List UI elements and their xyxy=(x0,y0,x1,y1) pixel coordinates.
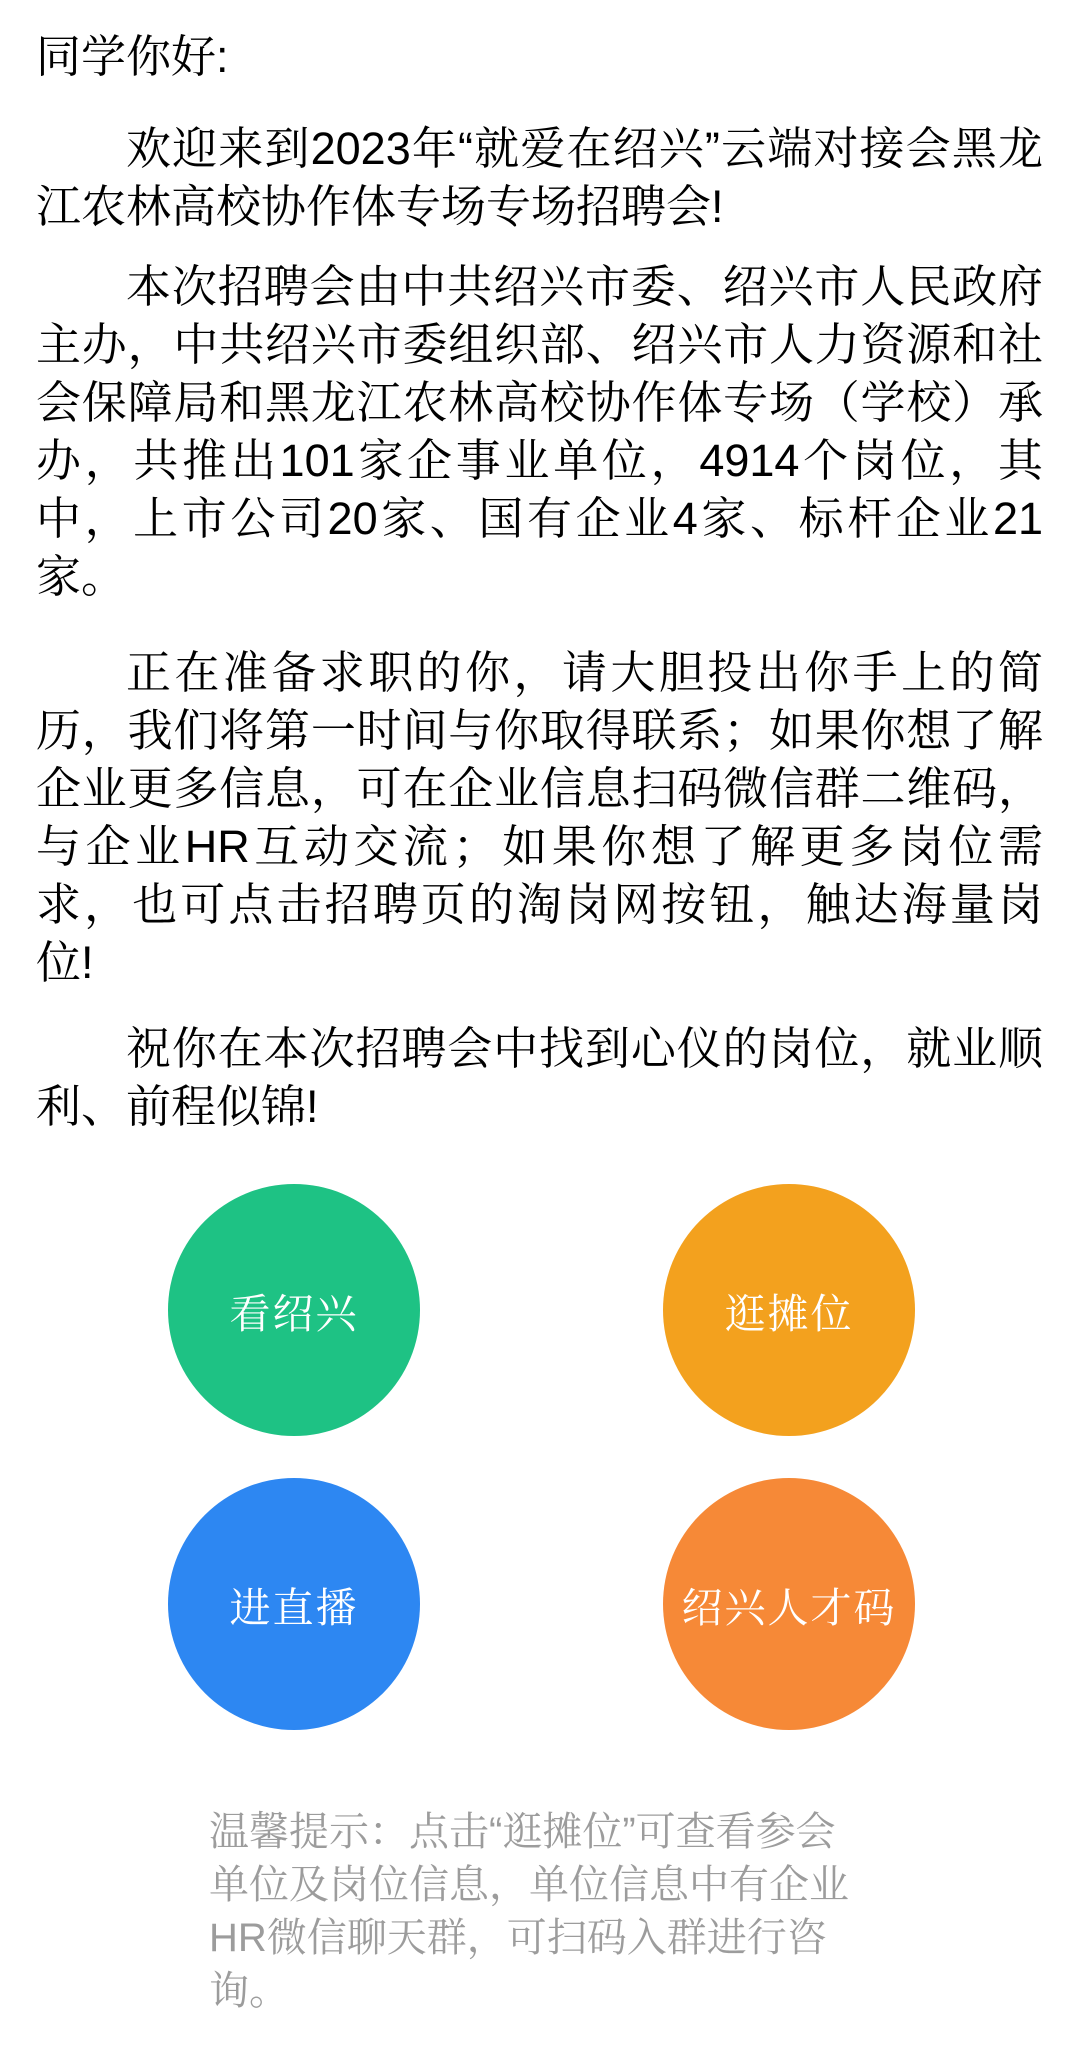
tip-line: 温馨提示：点击“逛摊位”可查看参会 xyxy=(209,1810,836,1854)
action-button-grid xyxy=(36,1184,1043,1730)
paragraph-line: 中，上市公司20家、国有企业4家、标杆企业21 xyxy=(36,493,1043,544)
paragraph-line: 江农林高校协作体专场专场招聘会! xyxy=(36,181,724,232)
tip-line: 询。 xyxy=(209,1969,289,2013)
button-talent-code[interactable] xyxy=(663,1478,915,1730)
button-browse-booths-label: 逛摊位 xyxy=(724,1290,854,1337)
paragraph-line: 欢迎来到2023年“就爱在绍兴”云端对接会黑龙 xyxy=(126,123,1043,174)
button-browse-booths[interactable] xyxy=(663,1184,915,1436)
paragraph-line: 本次招聘会由中共绍兴市委、绍兴市人民政府 xyxy=(126,261,1043,312)
button-view-shaoxing-label: 看绍兴 xyxy=(229,1290,359,1337)
paragraph-line: 利、前程似锦! xyxy=(36,1081,319,1132)
paragraph-organizers xyxy=(36,258,1043,606)
button-view-shaoxing[interactable] xyxy=(168,1184,420,1436)
button-enter-livestream[interactable] xyxy=(168,1478,420,1730)
greeting-text: 同学你好: xyxy=(36,31,229,82)
paragraph-line: 办，共推出101家企事业单位，4914个岗位，其 xyxy=(36,435,1043,486)
paragraph-line: 企业更多信息，可在企业信息扫码微信群二维码， xyxy=(36,763,1043,814)
paragraph-line: 主办，中共绍兴市委组织部、绍兴市人力资源和社 xyxy=(36,319,1043,370)
paragraph-wishes xyxy=(36,1020,1043,1136)
paragraph-line: 与企业HR互动交流；如果你想了解更多岗位需 xyxy=(36,821,1043,872)
button-enter-livestream-label: 进直播 xyxy=(229,1584,359,1631)
tip-notice xyxy=(209,1806,1043,2018)
paragraph-line: 求，也可点击招聘页的淘岗网按钮，触达海量岗 xyxy=(36,879,1043,930)
tip-line: HR微信聊天群，可扫码入群进行咨 xyxy=(209,1916,827,1960)
button-talent-code-label: 绍兴人才码 xyxy=(681,1584,897,1631)
tip-line: 单位及岗位信息，单位信息中有企业 xyxy=(209,1863,849,1907)
paragraph-line: 历，我们将第一时间与你取得联系；如果你想了解 xyxy=(36,705,1043,756)
paragraph-line: 家。 xyxy=(36,551,127,602)
paragraph-line: 正在准备求职的你，请大胆投出你手上的简 xyxy=(126,647,1043,698)
paragraph-welcome xyxy=(36,120,1043,236)
paragraph-line: 位! xyxy=(36,937,94,988)
paragraph-instructions xyxy=(36,644,1043,992)
paragraph-line: 祝你在本次招聘会中找到心仪的岗位，就业顺 xyxy=(126,1023,1043,1074)
paragraph-line: 会保障局和黑龙江农林高校协作体专场（学校）承 xyxy=(36,377,1043,428)
